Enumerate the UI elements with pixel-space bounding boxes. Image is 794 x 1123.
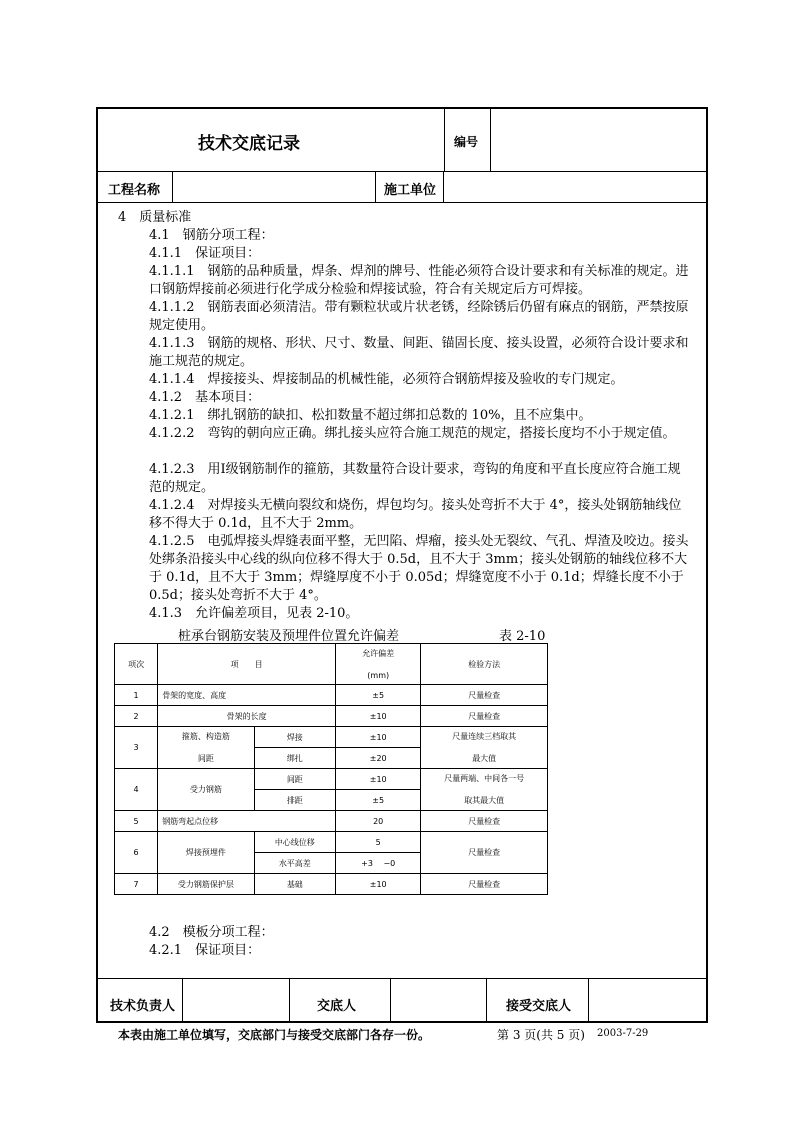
cell: 尺量检查 [421,706,548,727]
cell: 3 [115,727,158,769]
cell: ±10 [336,769,421,790]
table-row [115,874,548,895]
cell: +3 −0 [336,853,421,874]
table-row [115,685,548,706]
cell: ±10 [336,706,421,727]
cell: 骨架的长度 [158,706,336,727]
footer-note: 本表由施工单位填写，交底部门与接受交底部门各存一份。 [118,1028,431,1042]
cell: 箍筋、构造筋 间距 [158,727,254,769]
cell: 受力钢筋保护层 [158,874,254,895]
subsection-heading: 4.2.1 保证项目： [149,943,261,958]
cell: 尺量检查 [421,874,548,895]
table-row [115,727,548,748]
header-item: 项 目 [158,644,336,685]
paragraph: 4.1.2.2 弯钩的朝向应正确。绑扎接头应符合施工规范的规定，搭接长度均不小于规定值。 [149,426,676,441]
table-row [115,706,548,727]
project-name-label: 工程名称 [108,183,161,198]
paragraph: 4.1.1.4 焊接接头、焊接制品的机械性能，必须符合钢筋焊接及验收的专门规定。 [149,372,624,387]
number-label: 编号 [454,135,479,149]
footer-col-divider [289,978,290,1023]
header-no: 项次 [115,644,158,685]
number-field-divider [490,109,491,171]
paragraph: 4.1.1.1 钢筋的品种质量，焊条、焊剂的牌号、性能必须符合设计要求和有关标准的规定。进口钢筋焊接前必须进行化学成分检验和焊接试验，符合有关规定后方可焊接。 [149,264,689,297]
header-divider [98,171,706,172]
table-row [115,832,548,853]
paragraph: 4.1.2.4 对焊接头无横向裂纹和烧伤，焊包均匀。接头处弯折不大于 4°，接头处钢筋轴线位移不得大于 0.1d，且不大于 2mm。 [149,498,682,531]
footer-col-divider [182,978,183,1023]
footer-col-divider [588,978,589,1023]
cell: 5 [336,832,421,853]
paragraph: 4.1.2.3 用Ⅰ级钢筋制作的箍筋，其数量符合设计要求，弯钩的角度和平直长度应符合施工规范的规定。 [149,462,681,495]
cell: 尺量两端、中间各一号 取其最大值 [421,769,548,811]
cell: ±5 [336,685,421,706]
footer-divider [98,978,706,979]
cell: ±5 [336,790,421,811]
cell: 尺量检查 [421,685,548,706]
cell: 排距 [254,790,335,811]
subsection-heading: 4.1 钢筋分项工程： [149,228,274,243]
cell: ±10 [336,727,421,748]
cell: 尺量连续三档取其 最大值 [421,727,548,769]
cell: ±20 [336,748,421,769]
form-title: 技术交底记录 [198,134,300,154]
tech-lead-label: 技术负责人 [110,999,176,1014]
unit-value-divider [443,171,444,202]
cell: 2 [115,706,158,727]
cell: 尺量检查 [421,811,548,832]
cell: 受力钢筋 [158,769,254,811]
section-heading: 4 质量标准 [118,210,192,225]
unit-divider [375,171,376,202]
paragraph: 4.1.2.5 电弧焊接头焊缝表面平整，无凹陷、焊瘤，接头处无裂纹、气孔、焊渣及咬边。接头处绑条沿接头中心线的纵向位移不得大于 0.5d，且不大于 3mm；接头处钢筋的轴线位移不大于 0.1d，且不大于 3mm；焊缝厚度不小于 0.05d；焊缝宽度不小于 0.1d；焊缝长度不小于 0.5d；接头处弯折不大于 4°。 [149,534,689,603]
paragraph: 4.1.2.1 绑扎钢筋的缺扣、松扣数量不超过绑扣总数的 10%，且不应集中。 [149,408,592,423]
construction-unit-label: 施工单位 [384,183,437,198]
cell: 20 [336,811,421,832]
project-name-divider [172,171,173,202]
cell: 钢筋弯起点位移 [158,811,336,832]
subsection-heading: 4.2 模板分项工程： [149,925,274,940]
subsection-heading: 4.1.2 基本项目： [149,390,261,405]
paragraph: 4.1.3 允许偏差项目，见表 2-10。 [149,606,359,621]
cell: 间距 [254,769,335,790]
cell: 7 [115,874,158,895]
table-header-row [115,644,548,685]
cell: ±10 [336,874,421,895]
title-number-divider [444,109,445,171]
paragraph: 4.1.1.3 钢筋的规格、形状、尺寸、数量、间距、锚固长度、接头设置，必须符合设计要求和施工规范的规定。 [149,336,689,369]
cell: 5 [115,811,158,832]
project-row-divider [98,202,706,203]
cell: 尺量检查 [421,832,548,874]
cell: 焊接预埋件 [158,832,254,874]
handover-label: 交底人 [317,999,357,1014]
subsection-heading: 4.1.1 保证项目： [149,246,261,261]
paragraph: 4.1.1.2 钢筋表面必须清洁。带有颗粒状或片状老锈，经除锈后仍留有麻点的钢筋，严禁按原规定使用。 [149,300,689,333]
tolerance-table [114,643,548,895]
receiver-label: 接受交底人 [506,999,572,1014]
header-method: 检验方法 [421,644,548,685]
record-form [96,107,708,1023]
footer-col-divider [390,978,391,1023]
table-row [115,811,548,832]
cell: 中心线位移 [254,832,335,853]
cell: 水平高差 [254,853,335,874]
document-date: 2003-7-29 [597,1028,649,1039]
cell: 6 [115,832,158,874]
cell: 4 [115,769,158,811]
cell: 基础 [254,874,335,895]
table-row [115,769,548,790]
cell: 骨架的宽度、高度 [158,685,336,706]
page-info: 第 3 页(共 5 页) [497,1028,585,1042]
header-tolerance: 允许偏差 (mm) [336,644,421,685]
table-number: 表 2-10 [499,629,546,644]
table-caption: 桩承台钢筋安装及预埋件位置允许偏差 [178,629,400,644]
cell: 1 [115,685,158,706]
cell: 焊接 [254,727,335,748]
cell: 绑扎 [254,748,335,769]
footer-col-divider [486,978,487,1023]
